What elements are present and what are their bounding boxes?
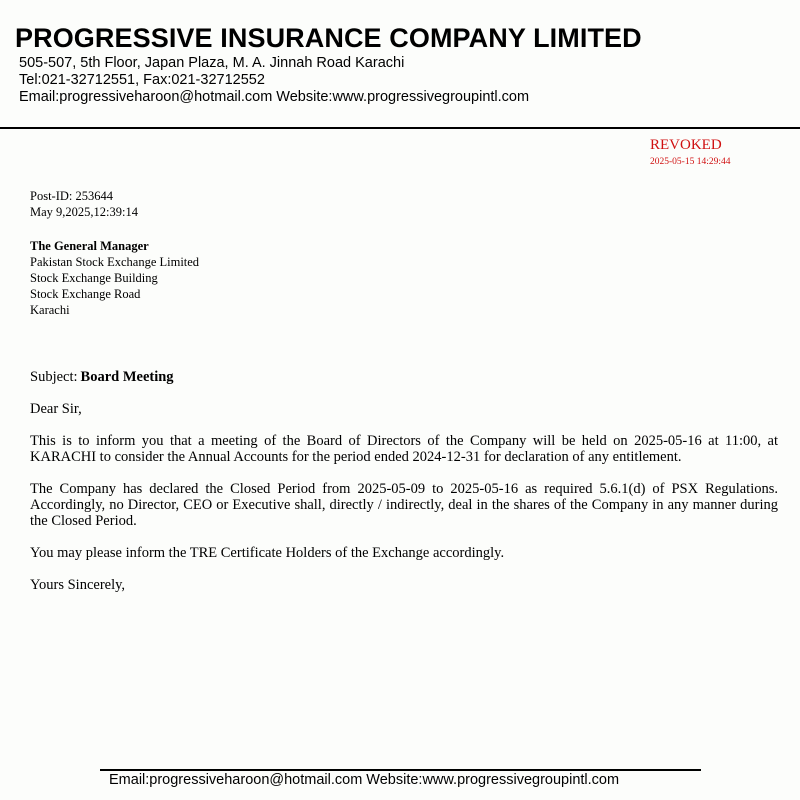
footer-email-website: Email:progressiveharoon@hotmail.com Website:www.progressivegroupintl.com	[109, 772, 620, 788]
revoked-status-label: REVOKED	[650, 137, 722, 153]
closing: Yours Sincerely,	[30, 577, 126, 593]
company-address: 505-507, 5th Floor, Japan Plaza, M. A. Jinnah Road Karachi	[19, 55, 405, 71]
body-paragraph: This is to inform you that a meeting of the Board of Directors of the Company will be held on 2025-05-16 at 11:00, at KARACHI to consider the Annual Accounts for the period ended 2024-12-31 for declaration of any entitlement.	[30, 433, 778, 465]
subject-text: Board Meeting	[80, 369, 174, 385]
post-date: May 9,2025,12:39:14	[30, 205, 138, 219]
recipient-line: Pakistan Stock Exchange Limited	[30, 255, 200, 269]
subject-label: Subject:	[30, 369, 78, 385]
company-email-website: Email:progressiveharoon@hotmail.com Website:www.progressivegroupintl.com	[19, 89, 530, 105]
salutation: Dear Sir,	[30, 401, 82, 417]
recipient-line: Karachi	[30, 303, 70, 317]
header-divider	[0, 127, 800, 129]
body-paragraph: The Company has declared the Closed Period from 2025-05-09 to 2025-05-16 as required 5.6.1(d) of PSX Regulations. Accordingly, no Director, CEO or Executive shall, directly / indirectly, deal in the shares of the Company in any manner during the Closed Period.	[30, 481, 778, 529]
company-name: PROGRESSIVE INSURANCE COMPANY LIMITED	[15, 23, 642, 53]
recipient-line: Stock Exchange Road	[30, 287, 141, 301]
recipient-title: The General Manager	[30, 239, 149, 253]
recipient-line: Stock Exchange Building	[30, 271, 158, 285]
revoked-timestamp: 2025-05-15 14:29:44	[650, 157, 731, 167]
body-paragraph: You may please inform the TRE Certificate Holders of the Exchange accordingly.	[30, 545, 505, 561]
subject-line	[30, 369, 778, 385]
company-phone-fax: Tel:021-32712551, Fax:021-32712552	[19, 72, 265, 88]
footer-divider	[100, 769, 701, 771]
post-id: Post-ID: 253644	[30, 189, 113, 203]
